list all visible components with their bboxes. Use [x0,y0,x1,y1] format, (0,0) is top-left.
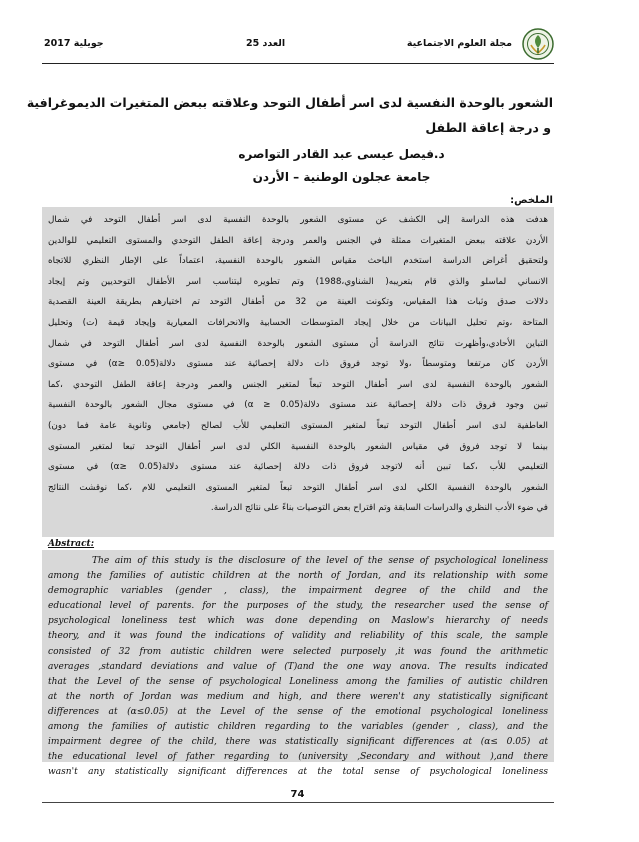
english-abstract-line: differences at (α≤0.05) at the Level of the sense of the emotional psychological loneliness [48,706,548,717]
author-affiliation: جامعة عجلون الوطنية – الأردن [252,170,431,184]
english-abstract-line: The aim of this study is the disclosure of the level of the sense of psychological loneliness [92,556,548,566]
english-abstract-line: averages ,standard deviations and value of (T)and the one way anova. The results indicated [48,661,548,672]
author-name: د.فيصل عيسى عبد القادر التواصره [238,147,445,161]
arabic-abstract [42,207,554,537]
arabic-abstract-line: التعليمي للأب ،كما تبين أنه لاتوجد فروق ذات دلالة إحصائية عند مستوى دلالة(α≥ 0.05) في مستوى [48,462,548,473]
arabic-abstract-line: تبين وجود فروق ذات دلالة إحصائية عند مستوى دلالة(α ≥ 0.05) في مستوى مجال الشعور بالوحدة النفسية [48,400,548,411]
arabic-abstract-line: الأردن علاقته ببعض المتغيرات ممثلة في الجنس والعمر ودرجة إعاقة الطفل التوحدي والمستوى التعليمي للوالدين [48,235,548,246]
paper-title-line-1: الشعور بالوحدة النفسية لدى اسر أطفال التوحد وعلاقته ببعض المتغيرات الديموغرافية [26,95,553,110]
arabic-abstract-line: الانساني لماسلو والذي قام بتعريبه( الشناوي،1988) وتم تطويره ليتناسب اسر الأطفال التوحديين وتم إيجاد [48,276,548,287]
journal-logo-icon [522,28,554,60]
issue-date: جويلية 2017 [44,38,104,49]
footer-divider [42,802,554,803]
english-abstract-heading: Abstract: [48,539,95,549]
english-abstract-line: demographic variables (gender , class), the impairment degree of the child and the [48,586,548,597]
english-abstract-line: impairment degree of the child, there was statistically significant differences at (α≤ 0.05) at [48,737,548,748]
arabic-abstract-line: الأردن كان مرتفعا ومتوسطاً ،ولا توجد فروق ذات دلالة إحصائية عند مستوى دلالة(α≥ 0.05) في مستوى [48,359,548,370]
arabic-abstract-line: الشعور بالوحدة النفسية الكلي لدى اسر أطفال التوحد تبعاً لمتغير المستوى التعليمي للام ،كما نوقشت النتائج [48,482,548,493]
page-header [42,28,554,62]
english-abstract-line: the educational level of father regarding to (university ,Secondary and without ),and there [48,752,548,763]
english-abstract-line: that the Level of the sense of psychological Loneliness among the families of autistic children [48,676,548,687]
arabic-abstract-line: الشعور بالوحدة النفسية لدى اسر أطفال التوحد تبعاً لمتغير الجنس والعمر ودرجة إعاقة الطفل التوحدي ،كما [48,379,548,390]
english-abstract-line: among the families of autistic children regarding to the variables (gender , class), and the [48,722,548,733]
arabic-abstract-line: في ضوء الأدب النظري والدراسات السابقة وتم اقتراح بعض التوصيات بناءً على نتائج الدراسة. [210,503,548,514]
arabic-abstract-line: المتاحة ،وتم تحليل البيانات من خلال إيجاد المتوسطات الحسابية والانحرافات المعيارية وإيجاد قيمة (ت) وتحليل [48,317,548,328]
arabic-abstract-line: التباين الأحادي،وأظهرت نتائج الدراسة أن مستوى الشعور بالوحدة النفسية لدى اسر أطفال التوحد في شمال [48,338,548,349]
english-abstract-line: at the north of Jordan was medium and high, and there weren't any statistically significant [48,691,548,702]
header-divider [42,63,554,64]
arabic-abstract-line: هدفت هذه الدراسة إلى الكشف عن مستوى الشعور بالوحدة النفسية لدى اسر أطفال التوحد في شمال [48,215,548,225]
arabic-abstract-heading: الملخص: [510,195,553,206]
arabic-abstract-line: دلالات صدق وثبات هذا المقياس، وتكونت العينة من 32 من أطفال التوحد تم اختيارهم بطريقة العينة القصدية [48,297,548,308]
english-abstract-line: psychological loneliness test which was done depending on Maslow's hierarchy of needs [48,616,548,627]
english-abstract-line: among the families of autistic children at the north of Jordan, and its relationship with some [48,571,548,582]
english-abstract-line: theory, and it was found the indications of validity and reliability of this scale, the sample [48,631,548,642]
paper-title-line-2: و درجة إعاقة الطفل [425,120,551,135]
english-abstract-line: consisted of 32 from autistic children were selected purposely ,it was found the arithmetic [48,646,548,657]
english-abstract-line: educational level of parents. for the purposes of the study, the researcher used the sense of [48,601,548,612]
english-abstract-line: wasn't any statistically significant differences at the total sense of psychological loneliness [48,767,548,778]
english-abstract [42,550,554,778]
issue-number: العدد 25 [246,38,286,49]
arabic-abstract-line: بينما لا توجد فروق في مقياس الشعور بالوحدة النفسية الكلي لدى اسر أطفال التوحد تبعا لمتغير المستوى [48,441,548,452]
arabic-abstract-line: ولتحقيق أغراض الدراسة استخدم الباحث مقياس الشعور بالوحدة النفسية، اعتماداً على الإطار النظري للاتجاه [48,256,548,267]
journal-name: مجلة العلوم الاجتماعية [406,38,512,49]
arabic-abstract-line: العاطفية لدى اسر أطفال التوحد تبعاً لمتغير المستوى التعليمي للأب لصالح (جامعي وثانوية عامة فما دون) [48,420,548,431]
page-number: 74 [290,789,305,800]
